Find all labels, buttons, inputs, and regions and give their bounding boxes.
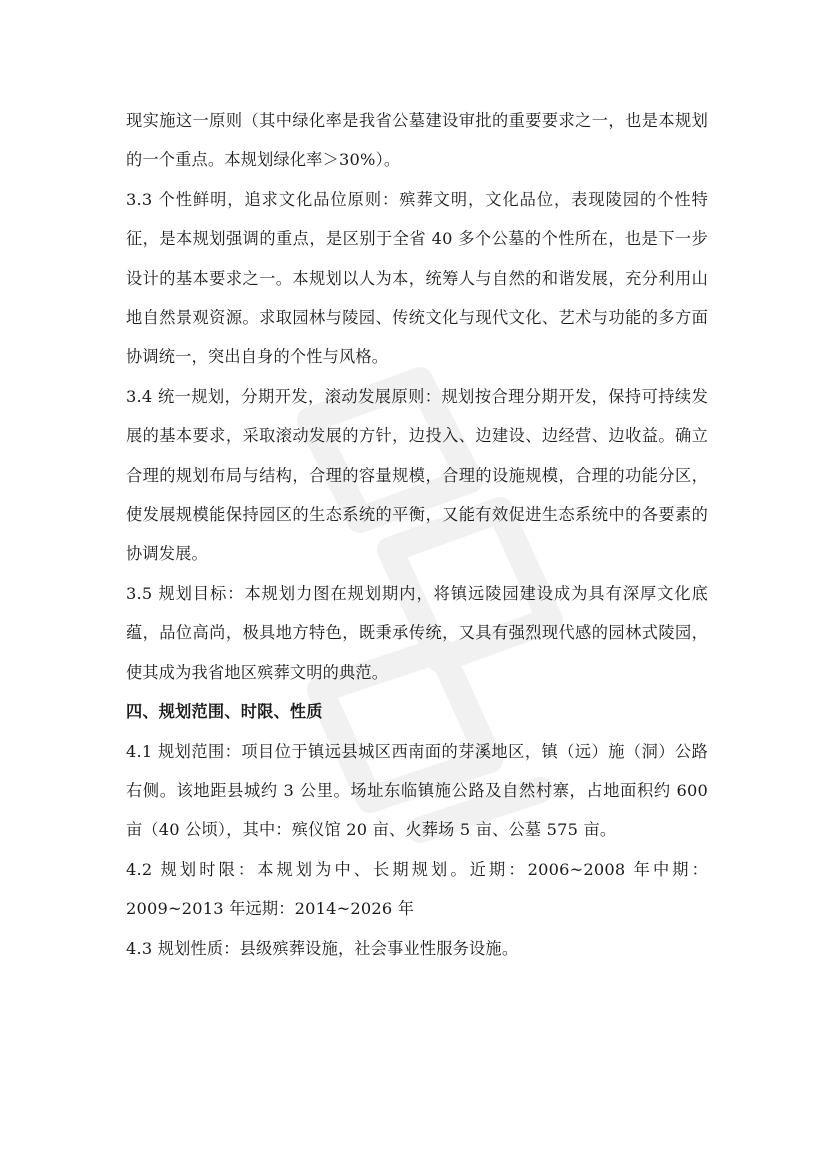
paragraph-3-3-culture-principle: 3.3 个性鲜明，追求文化品位原则：殡葬文明，文化品位，表现陵园的个性特征，是本规划强调的重点，是区别于全省 40 多个公墓的个性所在，也是下一步设计的基本要求之一。本规划以人为本，统筹人与自然的和谐发展，充分利用山地自然景观资源。求取园林与陵园、传统文化与现代文化、艺术与功能的多方面协调统一，突出自身的个性与风格。 xyxy=(126,189,708,367)
document-page xyxy=(126,101,708,968)
paragraph-3-4-unified-planning: 3.4 统一规划，分期开发，滚动发展原则：规划按合理分期开发，保持可持续发展的基本要求，采取滚动发展的方针，边投入、边建设、边经营、边收益。确立合理的规划布局与结构，合理的容量规模，合理的设施规模，合理的功能分区，使发展规模能保持园区的生态系统的平衡，又能有效促进生态系统中的各要素的协调发展。 xyxy=(126,386,708,564)
section-4-heading: 四、规划范围、时限、性质 xyxy=(126,702,323,722)
paragraph-4-3-planning-nature: 4.3 规划性质：县级殡葬设施，社会事业性服务设施。 xyxy=(126,938,519,958)
paragraph-greening-principle: 现实施这一原则（其中绿化率是我省公墓建设审批的重要要求之一，也是本规划的一个重点。本规划绿化率＞30%）。 xyxy=(126,111,708,170)
paragraph-3-5-planning-goal: 3.5 规划目标：本规划力图在规划期内，将镇远陵园建设成为具有深厚文化底蕴，品位高尚，极具地方特色，既秉承传统，又具有强烈现代感的园林式陵园，使其成为我省地区殡葬文明的典范。 xyxy=(126,583,708,682)
paragraph-4-1-planning-scope: 4.1 规划范围：项目位于镇远县城区西南面的芽溪地区，镇（远）施（洞）公路右侧。该地距县城约 3 公里。场址东临镇施公路及自然村寨，占地面积约 600 亩（40 公顷），其中：殡仪馆 20 亩、火葬场 5 亩、公墓 575 亩。 xyxy=(126,741,708,840)
paragraph-4-2-planning-period: 4.2 规划时限：本规划为中、长期规划。近期：2006~2008 年中期：2009~2013 年远期：2014~2026 年 xyxy=(126,859,708,919)
